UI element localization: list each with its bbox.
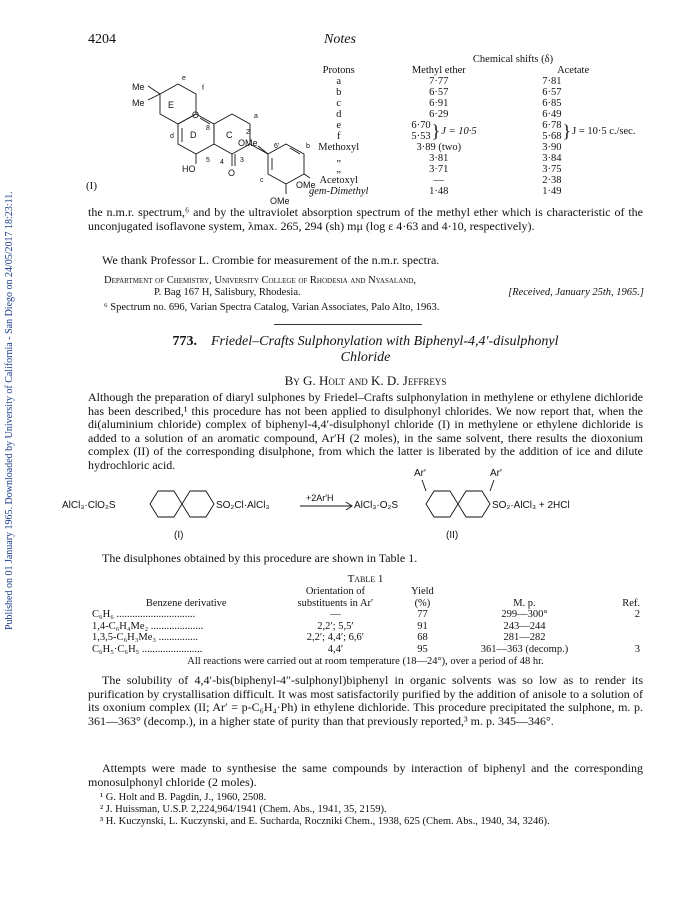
table1-header-orientation: Orientation of substituents in Ar′ xyxy=(297,586,374,609)
compound-label-i: (I) xyxy=(86,180,97,192)
label-f: f xyxy=(202,85,204,92)
footnote-2: ² J. Huissman, U.S.P. 2,224,964/1941 (Chem. Abs., 1941, 35, 2159). xyxy=(100,804,387,815)
table-row: Acetoxyl — 2·38 xyxy=(319,175,562,186)
divider xyxy=(274,324,422,325)
label-ho: HO xyxy=(182,164,196,174)
scheme-label-ii: (II) xyxy=(446,530,459,541)
ring-e xyxy=(160,84,196,124)
shifts-header-methyl: Methyl ether xyxy=(411,65,466,76)
download-watermark xyxy=(2,110,20,630)
table-row: e 6·70 5·53 } J = 10·5 6·78 5·68 } J = 10·5 c./sec. xyxy=(336,120,636,142)
scheme-ar2: Ar′ xyxy=(490,468,502,479)
label-c: C xyxy=(226,130,233,140)
scheme-ar1: Ar′ xyxy=(414,468,426,479)
scheme-label-i: (I) xyxy=(174,530,184,541)
table1-header-mp: M. p. xyxy=(513,597,536,609)
article-para2: The solubility of 4,4′-bis(biphenyl-4″-sulphonyl)biphenyl in organic solvents was so low as to render its purification by crystallisation difficult. It was most satisfactorily purified by the addition of anisole to a solution of its oxonium complex (II; Ar′ = p-C₆H₄·Ph) in ethylene dichloride. This procedure precipitated the sulphone, m. p. 361—363° (decomp.), in a higher state of purity than that previously reported,³ m. p. 345—346°. xyxy=(88,673,643,728)
table-intro: The disulphones obtained by this procedure are shown in Table 1. xyxy=(102,551,418,565)
label-d2: d xyxy=(170,133,174,140)
table-row: C₆H₅·C₆H₅ ....................... 4,4′ 95 361—363 (decomp.) 3 xyxy=(92,643,640,655)
table-row: d 6·29 6·49 xyxy=(336,109,562,120)
label-me1: Me xyxy=(132,82,145,92)
watermark-text: Published on 01 January 1965. Downloaded by University of California - San Diego on 24/05/2017 18:23:11. xyxy=(4,191,15,630)
article-para3: Attempts were made to synthesise the same compounds by interaction of biphenyl and the corresponding monosulphonyl chloride (2 moles). xyxy=(88,761,643,789)
table-row: a 7·77 7·81 xyxy=(336,76,562,87)
table-row: „ 3·71 3·75 xyxy=(336,164,562,175)
label-ome2: OMe xyxy=(296,180,316,190)
title-line1: Friedel–Crafts Sulphonylation with Biphenyl-4,4′-disulphonyl xyxy=(210,334,559,349)
authors: By G. Holt and K. D. Jeffreys xyxy=(284,373,447,388)
nmr-shifts-table xyxy=(298,54,648,197)
footnote-1: ¹ G. Holt and B. Pagdin, J., 1960, 2508. xyxy=(100,792,267,803)
label-a: e xyxy=(182,75,186,82)
table-row: „ 3·81 3·84 xyxy=(336,153,562,164)
scheme-left-group: AlCl₃·ClO₂S xyxy=(62,500,116,511)
table-row: 1,4-C₆H₄Me₂ .................... 2,2′; 5,5′ 91 243—244 xyxy=(92,620,546,632)
section-title: Notes xyxy=(324,32,356,47)
table-row: 1,3,5-C₆H₃Me₃ ............... 2,2′; 4,4′; 6,6′ 68 281—282 xyxy=(92,632,546,643)
table-row: f xyxy=(336,131,341,142)
table1-note: All reactions were carried out at room temperature (18—24°), over a period of 48 hr. xyxy=(187,656,544,667)
table1-header-ref: Ref. xyxy=(622,597,640,609)
scheme-left-right-group: SO₂Cl·AlCl₃ xyxy=(216,500,270,511)
table1-header-benzene: Benzene derivative xyxy=(145,597,227,609)
label-n8: 8 xyxy=(206,125,210,132)
table1 xyxy=(86,586,646,655)
table-row: c 6·91 6·85 xyxy=(336,98,562,109)
label-o2: O xyxy=(228,168,236,178)
label-me2: Me xyxy=(132,98,145,108)
affiliation-line2: P. Bag 167 H, Salisbury, Rhodesia. xyxy=(154,287,301,298)
label-n2: 2 xyxy=(246,129,250,136)
label-o1: O xyxy=(192,110,200,120)
label-n3: 3 xyxy=(240,157,244,164)
article-para1: Although the preparation of diaryl sulphones by Friedel–Crafts sulphonylation in methylene or ethylene dichloride has been described,¹ this procedure has not been applied to disulphonyl chlorides. We now report that, when the di(aluminium chloride) complex of biphenyl-4,4′-disulphonyl chloride (I) in methylene or ethylene dichloride is added to a solution of an aromatic compound, Ar′H (2 moles), in the same solvent, there results the dioxonium complex (II) of the corresponding disulphone, from which the latter is liberated by the addition of ice and dilute hydrochloric acid. xyxy=(88,390,643,472)
label-d: D xyxy=(190,130,197,140)
shifts-header-protons: Protons xyxy=(322,65,355,76)
scheme-reagent: +2Ar′H xyxy=(306,493,334,503)
affiliation-block xyxy=(104,275,644,299)
article-title xyxy=(88,334,643,366)
reaction-scheme xyxy=(62,466,622,546)
label-ome1: OMe xyxy=(238,138,258,148)
coupling-methyl: J = 10·5 xyxy=(441,125,477,137)
label-n4: 4 xyxy=(220,159,224,166)
label-n6: 6' xyxy=(274,143,280,150)
table-row: b 6·57 6·57 xyxy=(336,87,562,98)
shifts-title: Chemical shifts (δ) xyxy=(472,54,554,65)
table1-header-yield: Yield (%) xyxy=(411,586,434,609)
page-number: 4204 xyxy=(88,32,116,47)
chemical-structure-diagram xyxy=(120,66,316,206)
footnotes xyxy=(88,792,643,828)
table-row: C₆H₆ .............................. — 77 299—300° 2 xyxy=(92,609,640,620)
label-c2: c xyxy=(260,177,264,184)
intro-paragraph: the n.m.r. spectrum,⁶ and by the ultraviolet absorption spectrum of the methyl ether which is characteristic of the unconjugated isoflavone system, λmax. 265, 294 (sh) mμ (log ε 4·63 and 4·10, respectively). xyxy=(88,205,643,233)
table-row: gem-Dimethyl 1·48 1·49 xyxy=(308,186,562,197)
label-b: b xyxy=(306,143,310,150)
affiliation-line1: Department of Chemistry, University College of Rhodesia and Nyasaland, xyxy=(104,275,417,286)
label-ome3: OMe xyxy=(270,196,290,206)
article-number: 773. xyxy=(172,334,197,349)
label-e: E xyxy=(168,100,175,110)
footnote-3: ³ H. Kuczynski, L. Kuczynski, and E. Sucharda, Roczniki Chem., 1938, 625 (Chem. Abs., 1940, 34, 3246). xyxy=(100,816,550,827)
table-row: Methoxyl 3·89 (two) 3·90 xyxy=(318,142,562,153)
table1-caption: Table 1 xyxy=(347,573,384,585)
acknowledgement: We thank Professor L. Crombie for measurement of the n.m.r. spectra. xyxy=(102,253,440,267)
coupling-acetate: J = 10·5 c./sec. xyxy=(572,125,636,137)
scheme-prod-left: AlCl₃·O₂S xyxy=(354,500,399,511)
title-line2: Chloride xyxy=(340,350,391,365)
received-date: [Received, January 25th, 1965.] xyxy=(508,287,644,298)
shifts-header-acetate: Acetate xyxy=(557,65,590,76)
label-n5: 5 xyxy=(206,157,210,164)
footnote-6: ⁶ Spectrum no. 696, Varian Spectra Catalog, Varian Associates, Palo Alto, 1963. xyxy=(104,302,440,313)
scheme-prod-right: SO₂·AlCl₃ + 2HCl xyxy=(492,500,570,511)
label-a2: a xyxy=(254,113,258,120)
